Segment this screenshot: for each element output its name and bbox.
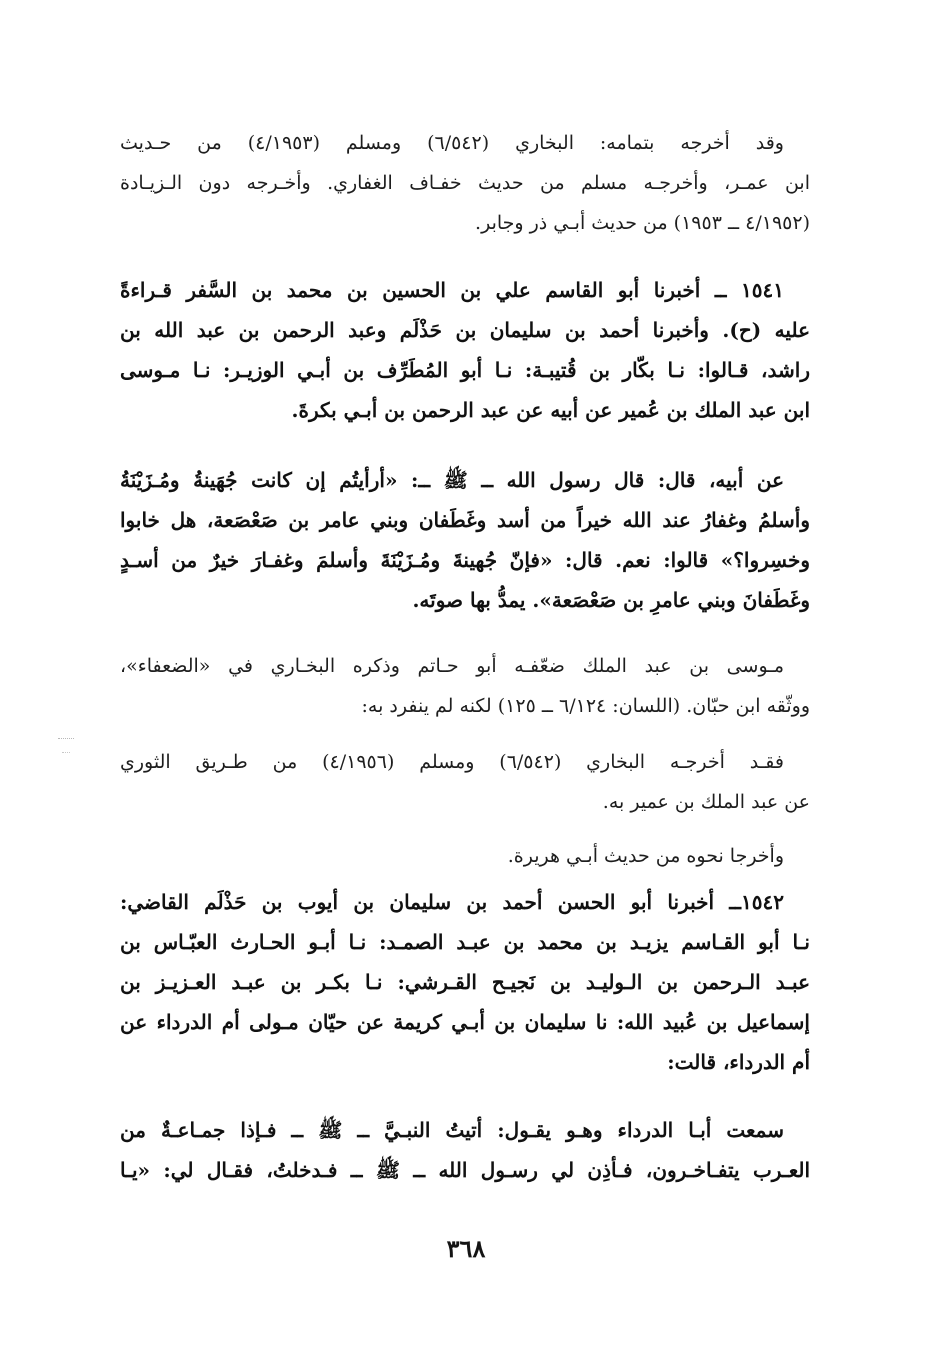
text-line: وغَطَفانَ وبني عامرِ بن صَعْصَعة». يمدُّ بها صوتَه.: [412, 588, 810, 612]
narrator-note: [120, 646, 810, 726]
text-line: ١٥٤١ ــ أخبرنا أبو القاسم علي بن الحسين بن محمد بن السَّفر قـراءةً: [120, 278, 784, 302]
hadith-1542-isnad: [120, 882, 810, 1082]
text-line: راشد، قـالوا: نـا بكّار بن قُتيبـة: نـا أبو المُطَرِّف بن أبـي الوزيـر: نـا مـوسى: [120, 358, 810, 382]
text-line: عليه (ح). وأخبرنا أحمد بن سليمان بن حَذْلَم وعبد الرحمن بن عبد الله بن: [120, 318, 810, 342]
text-line: وخسِروا؟» قالوا: نعم. قال: «فإنّ جُهينةَ ومُـزَيْنَةَ وأسلمَ وغفـارَ خيرٌ من أسـدٍ: [120, 548, 810, 572]
text-line: (٤/١٩٥٢ ــ ١٩٥٣) من حديث أبـي ذر وجابر.: [475, 212, 810, 234]
hadith-1541-isnad: [120, 270, 810, 430]
scan-speck: [58, 738, 74, 742]
text-line: عبـد الـرحمن بن الـوليـد بن نَجيـح القـرشي: نـا بكـر بن عبـد العـزيـز بن: [120, 970, 810, 994]
text-line: العـرب يتفـاخـرون، فـأذِن لي رسـول الله ــ ﷺ ــ فـدخلتُ، فقـال لي: «يـا: [120, 1158, 810, 1182]
text-line: ابن عمـر، وأخرجـه مسلم من حديث خفـاف الغفاري. وأخـرجه دون الـزيـادة: [120, 172, 810, 194]
text-line: أم الدرداء، قالت:: [667, 1050, 810, 1074]
text-line: وقد أخرجه بتمامه: البخاري (٦/٥٤٢) ومسلم (٤/١٩٥٣) من حـديث: [120, 132, 784, 154]
takhrij-note-3: [120, 836, 810, 876]
text-line: عن أبيه، قال: قال رسول الله ــ ﷺ ــ: «أرأيتُم إن كانت جُهَينةُ ومُـزَيْنَةُ: [120, 468, 784, 492]
text-line: مـوسى بن عبد الملك ضعّفـه أبو حـاتم وذكره البخـاري في «الضعفاء»،: [120, 655, 784, 677]
scan-speck: [62, 752, 70, 755]
page-number: ٣٦٨: [446, 1234, 486, 1263]
text-line: نـا أبو القـاسم يزيـد بن محمد بن عبـد الصمـد: نـا أبـو الحـارث العبّـاس بن: [120, 930, 810, 954]
hadith-1541-matn: [120, 460, 810, 620]
text-line: ابن عبد الملك بن عُمير عن أبيه عن عبد الرحمن بن أبـي بكرةَ.: [291, 398, 810, 422]
takhrij-note-2: [120, 742, 810, 822]
text-line: فقـد أخرجـه البخاري (٦/٥٤٢) ومسلم (٤/١٩٥٦) من طـريق الثوري: [120, 751, 784, 773]
text-line: سمعت أبـا الدرداء وهـو يقـول: أتيتُ النبـيَّ ــ ﷺ ــ فـإذا جمـاعـةٌ من: [120, 1118, 784, 1142]
text-line: عن عبد الملك بن عمير به.: [602, 791, 810, 813]
text-line: إسماعيل بن عُبيد الله: نا سليمان بن أبـي كريمة عن حيّان مـولى أم الدرداء عن: [120, 1010, 810, 1034]
text-line: وأسلمُ وغفارُ عند الله خيراً من أسد وغَطَفان وبني عامر بن صَعْصَعة، هل خابوا: [120, 508, 810, 532]
text-line: ١٥٤٢ــ أخبرنا أبو الحسن أحمد بن سليمان بن أيوب بن حَذْلَم القاضي:: [120, 890, 784, 914]
takhrij-note-1: [120, 123, 810, 243]
text-line: ووثّقه ابن حبّان. (اللسان: ٦/١٢٤ ــ ١٢٥) لكنه لم ينفرد به:: [361, 695, 810, 717]
hadith-1542-matn: [120, 1110, 810, 1190]
text-line: وأخرجا نحوه من حديث أبـي هريرة.: [507, 845, 784, 867]
